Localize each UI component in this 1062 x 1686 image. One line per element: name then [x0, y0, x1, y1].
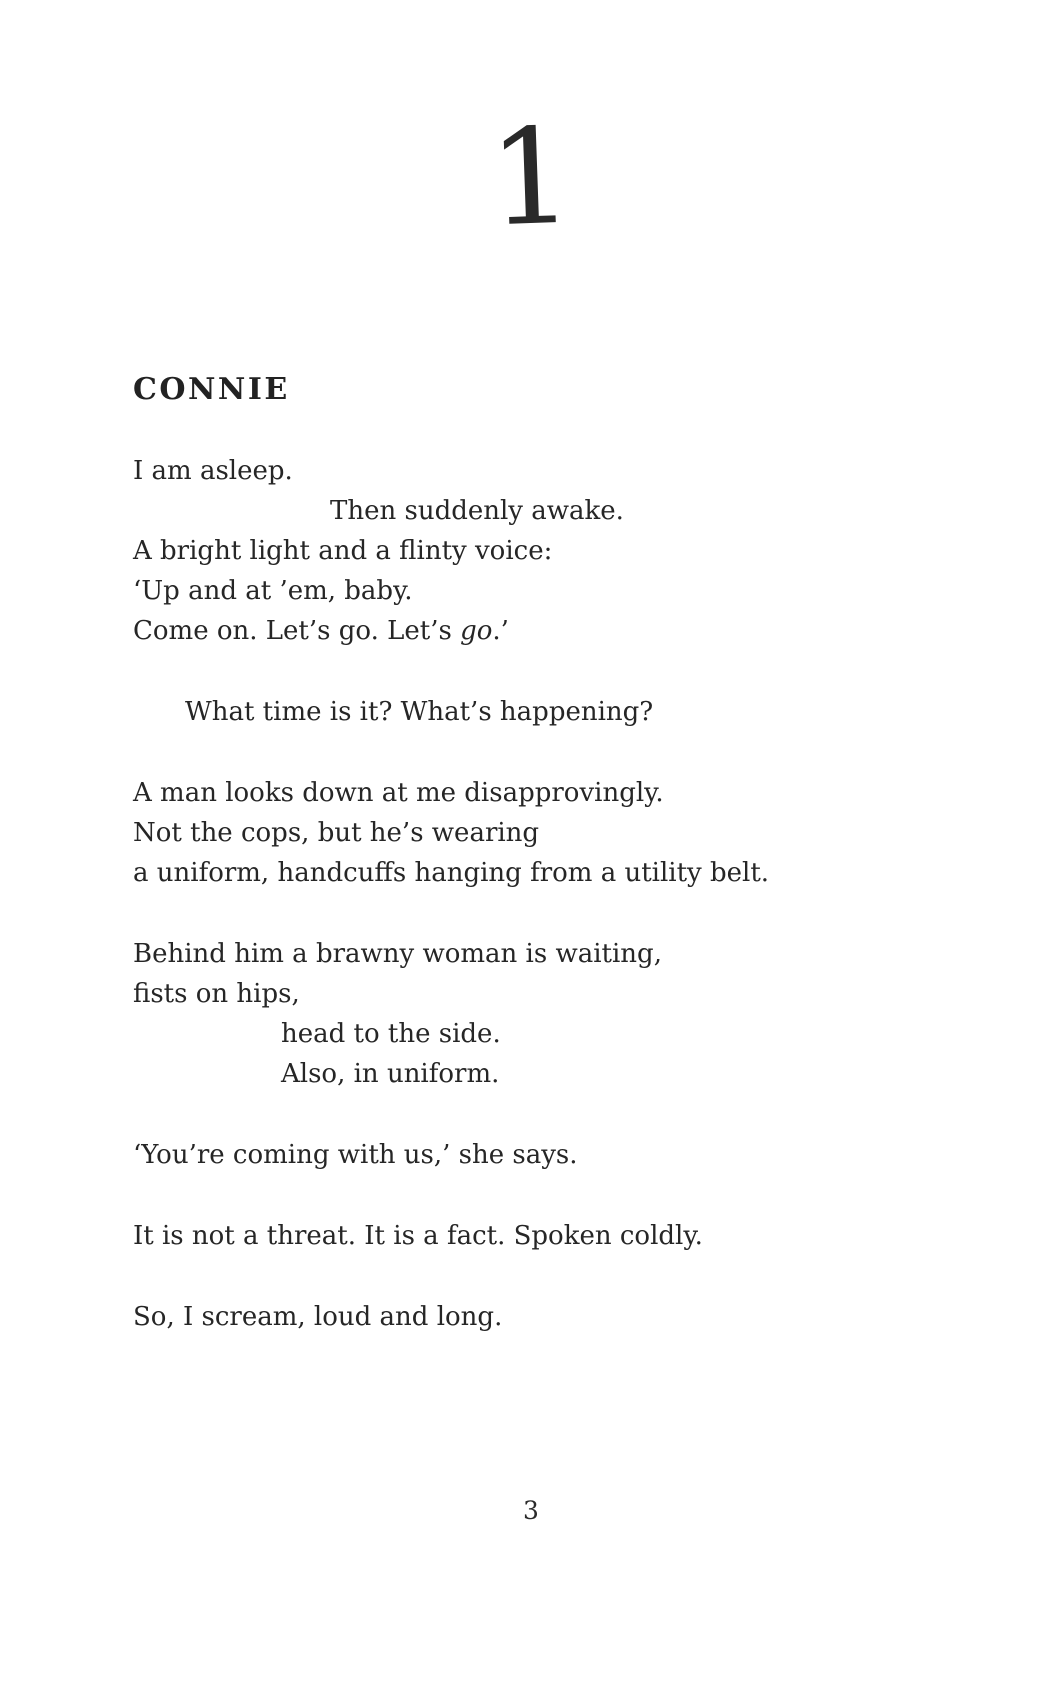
poem-line [133, 451, 992, 491]
poem-line [133, 974, 992, 1014]
poem-line-text: A man looks down at me disapprovingly. [133, 778, 664, 808]
page-content [133, 372, 992, 1378]
chapter-number: 1 [486, 99, 576, 257]
poem-line-text: a uniform, handcuffs hanging from a utility belt. [133, 858, 770, 888]
poem-line-text: head to the side. [281, 1019, 501, 1049]
poem-line-text: A bright light and a flinty voice: [133, 536, 553, 566]
stanza [133, 451, 992, 651]
stanza [133, 1297, 992, 1337]
stanza [133, 692, 992, 732]
poem-line-text: So, I scream, loud and long. [133, 1302, 503, 1332]
poem-line [133, 1054, 992, 1094]
poem-line [133, 1014, 992, 1054]
poem-line [133, 611, 992, 651]
poem-line [133, 1135, 992, 1175]
poem-line [133, 853, 992, 893]
poem-line-text: ‘Up and at ’em, baby. [133, 576, 413, 606]
poem-line-text: Not the cops, but he’s wearing [133, 818, 540, 848]
stanza [133, 773, 992, 893]
poem-line [133, 813, 992, 853]
poem-line [133, 692, 992, 732]
poem-line-text: fists on hips, [133, 979, 300, 1009]
poem-line [133, 773, 992, 813]
stanza [133, 1135, 992, 1175]
poem-line-text: ‘You’re coming with us,’ she says. [133, 1140, 578, 1170]
poem-line [133, 571, 992, 611]
poem-line-text: What time is it? What’s happening? [185, 697, 654, 727]
poem-line-text: I am asleep. [133, 456, 293, 486]
poem-line-text: Then suddenly awake. [330, 496, 624, 526]
poem [133, 451, 992, 1337]
poem-line [133, 1297, 992, 1337]
poem-line [133, 531, 992, 571]
poem-line-text: .’ [492, 616, 509, 646]
stanza [133, 934, 992, 1094]
poem-line-text: Behind him a brawny woman is waiting, [133, 939, 662, 969]
poem-line-emphasis: go [460, 616, 493, 646]
poem-line [133, 1216, 992, 1256]
stanza [133, 1216, 992, 1256]
poem-line-text: It is not a threat. It is a fact. Spoken coldly. [133, 1221, 703, 1251]
poem-line-text: Also, in uniform. [281, 1059, 500, 1089]
chapter-heading: CONNIE [133, 372, 290, 407]
page-number: 3 [523, 1496, 539, 1525]
poem-line [133, 934, 992, 974]
poem-line-text: Come on. Let’s go. Let’s [133, 616, 461, 646]
poem-line [133, 491, 992, 531]
